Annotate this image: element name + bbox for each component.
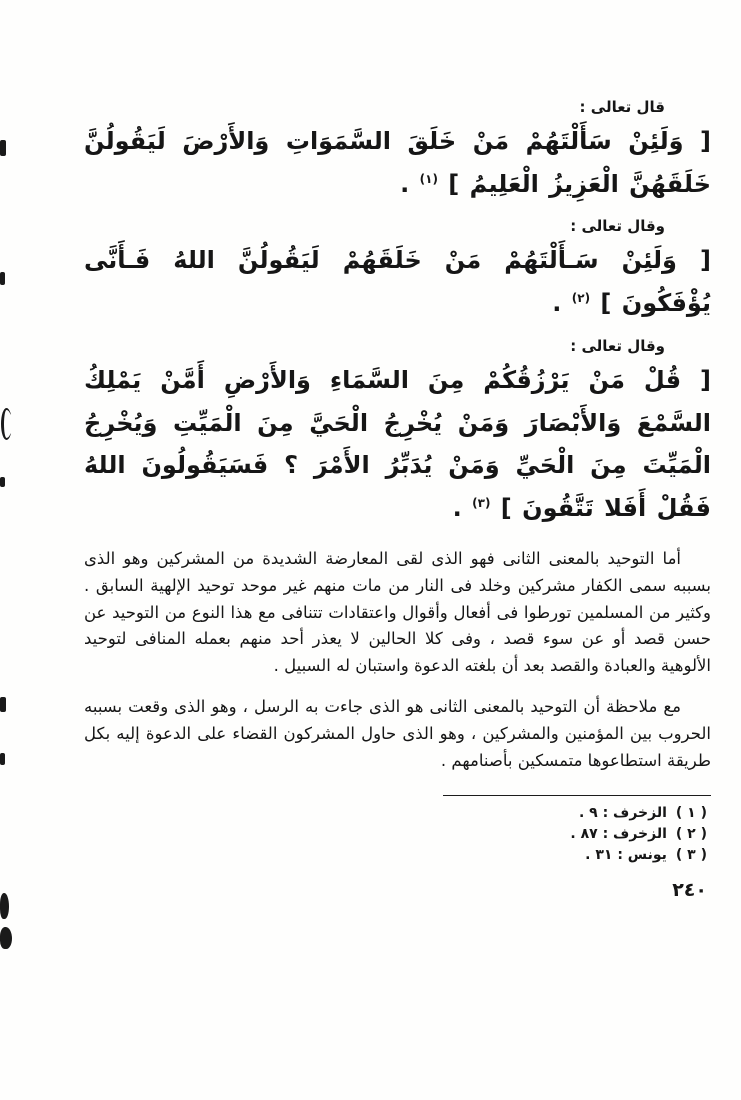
footnote-item bbox=[443, 805, 707, 821]
scan-artifact bbox=[0, 753, 5, 765]
footnote-marker-1: (١) bbox=[419, 171, 438, 186]
commentary-paragraph-1: أما التوحيد بالمعنى الثانى فهو الذى لقى المعارضة الشديدة من المشركين وهو الذى بسببه سمى الكفار مشركين وخلد فى النار من مات منهم غير موحد توحيد الإلهية السابق . وكثير من المسلمين تورطوا فى أفعال وأقوال واعتقادات تتنافى مع هذا النوع من التوحيد عن حسن قصد أو عن سوء قصد ، وفى كلا الحالين لا يعذر أحد منهم بعمله المنافى لتوحيد الألوهية والعبادة والقصد بعد أن بلغته الدعوة واستبان له السبيل . bbox=[84, 548, 711, 676]
speech-intro-1: قال تعالى : bbox=[579, 98, 665, 116]
footnote-item bbox=[443, 826, 707, 842]
quran-verse-2 bbox=[84, 239, 711, 324]
verse-period: . bbox=[552, 289, 572, 318]
quran-verse-3 bbox=[84, 359, 711, 530]
scan-artifact bbox=[0, 893, 9, 919]
footnote-text: الزخرف : ٨٧ . bbox=[570, 825, 667, 842]
verse-period: . bbox=[452, 494, 473, 523]
scan-artifact bbox=[0, 477, 5, 487]
footnotes-block bbox=[443, 795, 711, 863]
footnote-text: يونس : ٣١ . bbox=[585, 846, 667, 863]
scan-artifact bbox=[0, 697, 6, 712]
footnote-number: ( ٣ ) bbox=[675, 846, 707, 863]
scan-artifact bbox=[1, 408, 12, 440]
commentary-paragraph-2: مع ملاحظة أن التوحيد بالمعنى الثانى هو الذى جاءت به الرسل ، وهو الذى وقعت بسببه الحروب بين المؤمنين والمشركين ، وهو الذى حاول المشركون القضاء على الدعوة إليه بكل طريقة استطاعوها متمسكين بأصنامهم . bbox=[84, 697, 711, 770]
footnote-number: ( ١ ) bbox=[675, 804, 707, 821]
footnote-number: ( ٢ ) bbox=[675, 825, 707, 842]
footnote-item bbox=[443, 847, 707, 863]
scan-artifact bbox=[0, 140, 6, 156]
footnote-marker-2: (٢) bbox=[571, 291, 591, 306]
verse-text: [ وَلَئِنْ سَـأَلْتَهُمْ مَنْ خَلَقَهُمْ لَيَقُولُنَّ اللهُ فَـأَنَّى يُؤْفَكُونَ ] bbox=[84, 246, 711, 318]
quran-verse-1 bbox=[84, 120, 711, 205]
speech-intro-3: وقال تعالى : bbox=[570, 336, 665, 355]
scan-artifact bbox=[0, 927, 12, 949]
verse-period: . bbox=[400, 169, 420, 198]
page-number: ٢٤٠ bbox=[672, 878, 707, 901]
speech-intro-2: وقال تعالى : bbox=[570, 217, 665, 236]
footnote-text: الزخرف : ٩ . bbox=[578, 804, 667, 821]
footnote-marker-3: (٣) bbox=[472, 496, 491, 511]
scan-artifact bbox=[0, 272, 5, 285]
verse-text: [ قُلْ مَنْ يَرْزُقُكُمْ مِنَ السَّمَاءِ وَالأَرْضِ أَمَّنْ يَمْلِكُ السَّمْعَ وَالأَبْصَارَ وَمَنْ يُخْرِجُ الْحَيَّ مِنَ الْمَيِّتِ وَيُخْرِجُ الْمَيِّتَ مِنَ الْحَيِّ وَمَنْ يُدَبِّرُ الأَمْرَ ؟ فَسَيَقُولُونَ اللهُ فَقُلْ أَفَلا تَتَّقُونَ ] bbox=[84, 365, 711, 523]
verse-text: [ وَلَئِنْ سَأَلْتَهُمْ مَنْ خَلَقَ السَّمَوَاتِ وَالأَرْضَ لَيَقُولُنَّ خَلَقَهُنَّ الْعَزِيزُ الْعَلِيمُ ] bbox=[84, 127, 711, 198]
